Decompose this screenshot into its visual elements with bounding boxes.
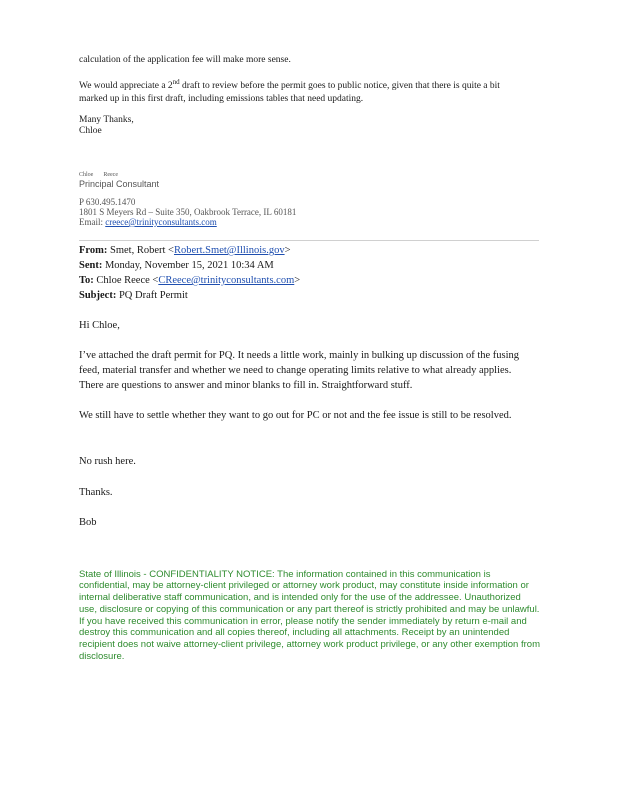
prev-sender-name: Chloe (79, 126, 102, 136)
sent-value: Monday, November 15, 2021 10:34 AM (104, 260, 274, 271)
prev-request-text-b: draft to review before the permit goes to public notice, given that there is quite a bit marked up in this first draft, including emissions tables that need updating. (79, 81, 500, 104)
from-label: From: (79, 245, 108, 256)
to-email-link[interactable]: CReece@trinityconsultants.com (158, 275, 295, 286)
signature-first-name: Chloe (79, 172, 94, 178)
body-signoff: Bob (79, 517, 97, 528)
body-paragraph-3: No rush here. (79, 456, 136, 467)
body-greeting: Hi Chloe, (79, 320, 120, 331)
prev-request-text-a: We would appreciate a 2 (79, 81, 173, 91)
body-paragraph-1: I’ve attached the draft permit for PQ. It needs a little work, mainly in bulking up discussion of the fusing feed, material transfer and whether we need to change operating limits relative to what already applies. There are questions to answer and minor blanks to fill in. Straightforward stuff. (79, 350, 520, 391)
header-sent (79, 258, 274, 273)
prev-closing: Many Thanks, (79, 115, 134, 125)
prev-request-paragraph (79, 77, 524, 106)
to-close: > (294, 275, 301, 286)
signature-email-label: Email: (79, 217, 103, 227)
header-to (79, 273, 300, 288)
subject-label: Subject: (79, 290, 117, 301)
header-subject (79, 288, 188, 303)
confidentiality-notice: State of Illinois - CONFIDENTIALITY NOTICE: The information contained in this communication is confidential, may be attorney-client privileged or attorney work product, may constitute inside information or internal deliberative staff communication, and is intended only for the use of the addressee. Unauthorized use, disclosure or copying of this communication or any part thereof is strictly prohibited and may be unlawful. If you have received this communication in error, please notify the sender immediately by return e-mail and destroy this communication and all copies thereof, including all attachments. Receipt by an unintended recipient does not waive attorney-client privilege, attorney work product privilege, or any other exemption from disclosure. (79, 568, 540, 663)
sent-label: Sent: (79, 260, 103, 271)
from-name: Smet, Robert < (110, 245, 174, 256)
signature-phone: P 630.495.1470 (79, 197, 136, 207)
subject-value: PQ Draft Permit (118, 290, 188, 301)
signature-email-line (79, 217, 217, 228)
to-name: Chloe Reece < (96, 275, 159, 286)
to-label: To: (79, 275, 94, 286)
body-thanks: Thanks. (79, 487, 113, 498)
signature-last-name: Reece (103, 172, 118, 178)
prev-request-superscript: nd (172, 77, 180, 86)
from-email-link[interactable]: Robert.Smet@Illinois.gov (173, 245, 285, 256)
body-paragraph-2: We still have to settle whether they want to go out for PC or not and the fee issue is still to be resolved. (79, 410, 512, 421)
signature-address: 1801 S Meyers Rd – Suite 350, Oakbrook Terrace, IL 60181 (79, 207, 297, 217)
from-close: > (284, 245, 291, 256)
header-divider (79, 240, 539, 241)
signature-title: Principal Consultant (79, 179, 160, 189)
prev-fee-line: calculation of the application fee will make more sense. (79, 55, 291, 65)
header-from (79, 243, 291, 258)
signature-email-link[interactable]: creece@trinityconsultants.com (105, 217, 217, 227)
